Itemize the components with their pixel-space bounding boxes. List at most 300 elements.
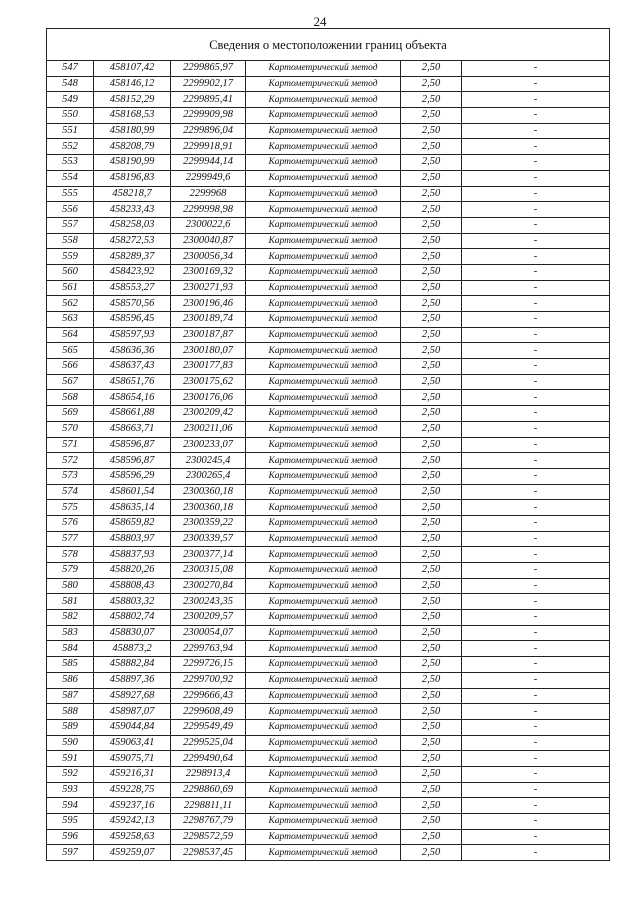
x-coordinate-cell: 458272,53 bbox=[94, 233, 171, 249]
table-row bbox=[47, 563, 609, 579]
note-cell: - bbox=[462, 61, 610, 76]
method-cell: Картометрический метод bbox=[246, 468, 401, 484]
accuracy-cell: 2,50 bbox=[401, 782, 462, 798]
y-coordinate-cell: 2300175,62 bbox=[171, 374, 246, 390]
x-coordinate-cell: 458830,07 bbox=[94, 625, 171, 641]
method-cell: Картометрический метод bbox=[246, 170, 401, 186]
accuracy-cell: 2,50 bbox=[401, 751, 462, 767]
point-number-cell: 594 bbox=[47, 798, 94, 814]
note-cell: - bbox=[462, 249, 610, 265]
note-cell: - bbox=[462, 406, 610, 422]
table-row bbox=[47, 406, 609, 422]
table-row bbox=[47, 500, 609, 516]
accuracy-cell: 2,50 bbox=[401, 468, 462, 484]
method-cell: Картометрический метод bbox=[246, 421, 401, 437]
x-coordinate-cell: 458196,83 bbox=[94, 170, 171, 186]
note-cell: - bbox=[462, 751, 610, 767]
table-row bbox=[47, 217, 609, 233]
accuracy-cell: 2,50 bbox=[401, 657, 462, 673]
point-number-cell: 597 bbox=[47, 845, 94, 860]
x-coordinate-cell: 458218,7 bbox=[94, 186, 171, 202]
method-cell: Картометрический метод bbox=[246, 798, 401, 814]
y-coordinate-cell: 2300187,87 bbox=[171, 327, 246, 343]
y-coordinate-cell: 2300180,07 bbox=[171, 343, 246, 359]
table-row bbox=[47, 202, 609, 218]
x-coordinate-cell: 458987,07 bbox=[94, 704, 171, 720]
y-coordinate-cell: 2299865,97 bbox=[171, 61, 246, 76]
y-coordinate-cell: 2300270,84 bbox=[171, 578, 246, 594]
x-coordinate-cell: 459075,71 bbox=[94, 751, 171, 767]
point-number-cell: 556 bbox=[47, 202, 94, 218]
table-row bbox=[47, 610, 609, 626]
note-cell: - bbox=[462, 186, 610, 202]
method-cell: Картометрический метод bbox=[246, 500, 401, 516]
accuracy-cell: 2,50 bbox=[401, 798, 462, 814]
y-coordinate-cell: 2300377,14 bbox=[171, 547, 246, 563]
point-number-cell: 554 bbox=[47, 170, 94, 186]
accuracy-cell: 2,50 bbox=[401, 625, 462, 641]
point-number-cell: 569 bbox=[47, 406, 94, 422]
method-cell: Картометрический метод bbox=[246, 108, 401, 124]
note-cell: - bbox=[462, 610, 610, 626]
method-cell: Картометрический метод bbox=[246, 217, 401, 233]
point-number-cell: 564 bbox=[47, 327, 94, 343]
table-row bbox=[47, 92, 609, 108]
x-coordinate-cell: 458659,82 bbox=[94, 515, 171, 531]
accuracy-cell: 2,50 bbox=[401, 61, 462, 76]
x-coordinate-cell: 458168,53 bbox=[94, 108, 171, 124]
note-cell: - bbox=[462, 547, 610, 563]
table-row bbox=[47, 233, 609, 249]
table-row bbox=[47, 578, 609, 594]
coordinates-table bbox=[47, 61, 609, 860]
x-coordinate-cell: 458596,45 bbox=[94, 312, 171, 328]
method-cell: Картометрический метод bbox=[246, 751, 401, 767]
method-cell: Картометрический метод bbox=[246, 704, 401, 720]
accuracy-cell: 2,50 bbox=[401, 641, 462, 657]
table-row bbox=[47, 798, 609, 814]
y-coordinate-cell: 2298572,59 bbox=[171, 829, 246, 845]
point-number-cell: 589 bbox=[47, 719, 94, 735]
note-cell: - bbox=[462, 76, 610, 92]
method-cell: Картометрический метод bbox=[246, 829, 401, 845]
accuracy-cell: 2,50 bbox=[401, 594, 462, 610]
table-row bbox=[47, 594, 609, 610]
table-row bbox=[47, 735, 609, 751]
x-coordinate-cell: 459044,84 bbox=[94, 719, 171, 735]
x-coordinate-cell: 458570,56 bbox=[94, 296, 171, 312]
table-row bbox=[47, 186, 609, 202]
method-cell: Картометрический метод bbox=[246, 625, 401, 641]
x-coordinate-cell: 459237,16 bbox=[94, 798, 171, 814]
accuracy-cell: 2,50 bbox=[401, 186, 462, 202]
note-cell: - bbox=[462, 421, 610, 437]
method-cell: Картометрический метод bbox=[246, 766, 401, 782]
method-cell: Картометрический метод bbox=[246, 327, 401, 343]
y-coordinate-cell: 2299525,04 bbox=[171, 735, 246, 751]
table-row bbox=[47, 531, 609, 547]
x-coordinate-cell: 459228,75 bbox=[94, 782, 171, 798]
point-number-cell: 595 bbox=[47, 814, 94, 830]
x-coordinate-cell: 458897,36 bbox=[94, 672, 171, 688]
x-coordinate-cell: 458663,71 bbox=[94, 421, 171, 437]
x-coordinate-cell: 458927,68 bbox=[94, 688, 171, 704]
accuracy-cell: 2,50 bbox=[401, 735, 462, 751]
table-row bbox=[47, 296, 609, 312]
accuracy-cell: 2,50 bbox=[401, 500, 462, 516]
point-number-cell: 560 bbox=[47, 264, 94, 280]
accuracy-cell: 2,50 bbox=[401, 531, 462, 547]
point-number-cell: 596 bbox=[47, 829, 94, 845]
x-coordinate-cell: 458146,12 bbox=[94, 76, 171, 92]
table-row bbox=[47, 108, 609, 124]
note-cell: - bbox=[462, 500, 610, 516]
accuracy-cell: 2,50 bbox=[401, 672, 462, 688]
method-cell: Картометрический метод bbox=[246, 390, 401, 406]
note-cell: - bbox=[462, 280, 610, 296]
table-row bbox=[47, 61, 609, 76]
y-coordinate-cell: 2299918,91 bbox=[171, 139, 246, 155]
y-coordinate-cell: 2299944,14 bbox=[171, 155, 246, 171]
point-number-cell: 584 bbox=[47, 641, 94, 657]
accuracy-cell: 2,50 bbox=[401, 484, 462, 500]
table-row bbox=[47, 547, 609, 563]
note-cell: - bbox=[462, 484, 610, 500]
point-number-cell: 581 bbox=[47, 594, 94, 610]
table-title: Сведения о местоположении границ объекта bbox=[47, 29, 609, 61]
note-cell: - bbox=[462, 531, 610, 547]
y-coordinate-cell: 2300209,57 bbox=[171, 610, 246, 626]
y-coordinate-cell: 2298767,79 bbox=[171, 814, 246, 830]
method-cell: Картометрический метод bbox=[246, 578, 401, 594]
y-coordinate-cell: 2300243,35 bbox=[171, 594, 246, 610]
table-row bbox=[47, 155, 609, 171]
x-coordinate-cell: 459242,13 bbox=[94, 814, 171, 830]
accuracy-cell: 2,50 bbox=[401, 217, 462, 233]
table-row bbox=[47, 343, 609, 359]
accuracy-cell: 2,50 bbox=[401, 845, 462, 860]
accuracy-cell: 2,50 bbox=[401, 688, 462, 704]
y-coordinate-cell: 2298860,69 bbox=[171, 782, 246, 798]
note-cell: - bbox=[462, 374, 610, 390]
method-cell: Картометрический метод bbox=[246, 719, 401, 735]
x-coordinate-cell: 458601,54 bbox=[94, 484, 171, 500]
method-cell: Картометрический метод bbox=[246, 92, 401, 108]
x-coordinate-cell: 458803,32 bbox=[94, 594, 171, 610]
accuracy-cell: 2,50 bbox=[401, 814, 462, 830]
accuracy-cell: 2,50 bbox=[401, 547, 462, 563]
point-number-cell: 557 bbox=[47, 217, 94, 233]
x-coordinate-cell: 458258,03 bbox=[94, 217, 171, 233]
y-coordinate-cell: 2299895,41 bbox=[171, 92, 246, 108]
method-cell: Картометрический метод bbox=[246, 186, 401, 202]
table-row bbox=[47, 751, 609, 767]
point-number-cell: 587 bbox=[47, 688, 94, 704]
note-cell: - bbox=[462, 766, 610, 782]
y-coordinate-cell: 2299968 bbox=[171, 186, 246, 202]
x-coordinate-cell: 458873,2 bbox=[94, 641, 171, 657]
method-cell: Картометрический метод bbox=[246, 531, 401, 547]
y-coordinate-cell: 2300056,34 bbox=[171, 249, 246, 265]
y-coordinate-cell: 2299909,98 bbox=[171, 108, 246, 124]
point-number-cell: 576 bbox=[47, 515, 94, 531]
table-row bbox=[47, 641, 609, 657]
point-number-cell: 563 bbox=[47, 312, 94, 328]
point-number-cell: 577 bbox=[47, 531, 94, 547]
note-cell: - bbox=[462, 437, 610, 453]
point-number-cell: 566 bbox=[47, 359, 94, 375]
y-coordinate-cell: 2300040,87 bbox=[171, 233, 246, 249]
point-number-cell: 591 bbox=[47, 751, 94, 767]
point-number-cell: 553 bbox=[47, 155, 94, 171]
x-coordinate-cell: 459063,41 bbox=[94, 735, 171, 751]
page-number: 24 bbox=[313, 14, 327, 29]
x-coordinate-cell: 458635,14 bbox=[94, 500, 171, 516]
note-cell: - bbox=[462, 578, 610, 594]
accuracy-cell: 2,50 bbox=[401, 343, 462, 359]
accuracy-cell: 2,50 bbox=[401, 766, 462, 782]
method-cell: Картометрический метод bbox=[246, 406, 401, 422]
accuracy-cell: 2,50 bbox=[401, 704, 462, 720]
accuracy-cell: 2,50 bbox=[401, 280, 462, 296]
point-number-cell: 578 bbox=[47, 547, 94, 563]
note-cell: - bbox=[462, 829, 610, 845]
y-coordinate-cell: 2300189,74 bbox=[171, 312, 246, 328]
note-cell: - bbox=[462, 641, 610, 657]
accuracy-cell: 2,50 bbox=[401, 610, 462, 626]
accuracy-cell: 2,50 bbox=[401, 453, 462, 469]
point-number-cell: 590 bbox=[47, 735, 94, 751]
accuracy-cell: 2,50 bbox=[401, 92, 462, 108]
table-row bbox=[47, 468, 609, 484]
note-cell: - bbox=[462, 704, 610, 720]
point-number-cell: 561 bbox=[47, 280, 94, 296]
method-cell: Картометрический метод bbox=[246, 688, 401, 704]
table-row bbox=[47, 280, 609, 296]
note-cell: - bbox=[462, 672, 610, 688]
y-coordinate-cell: 2300176,06 bbox=[171, 390, 246, 406]
y-coordinate-cell: 2299763,94 bbox=[171, 641, 246, 657]
table-row bbox=[47, 359, 609, 375]
y-coordinate-cell: 2299666,43 bbox=[171, 688, 246, 704]
method-cell: Картометрический метод bbox=[246, 814, 401, 830]
method-cell: Картометрический метод bbox=[246, 249, 401, 265]
point-number-cell: 551 bbox=[47, 123, 94, 139]
accuracy-cell: 2,50 bbox=[401, 249, 462, 265]
method-cell: Картометрический метод bbox=[246, 610, 401, 626]
point-number-cell: 549 bbox=[47, 92, 94, 108]
table-row bbox=[47, 484, 609, 500]
table-row bbox=[47, 829, 609, 845]
note-cell: - bbox=[462, 468, 610, 484]
table-row bbox=[47, 421, 609, 437]
note-cell: - bbox=[462, 264, 610, 280]
x-coordinate-cell: 458596,29 bbox=[94, 468, 171, 484]
point-number-cell: 547 bbox=[47, 61, 94, 76]
table-row bbox=[47, 327, 609, 343]
method-cell: Картометрический метод bbox=[246, 202, 401, 218]
accuracy-cell: 2,50 bbox=[401, 578, 462, 594]
method-cell: Картометрический метод bbox=[246, 296, 401, 312]
point-number-cell: 593 bbox=[47, 782, 94, 798]
y-coordinate-cell: 2300169,32 bbox=[171, 264, 246, 280]
point-number-cell: 567 bbox=[47, 374, 94, 390]
accuracy-cell: 2,50 bbox=[401, 108, 462, 124]
y-coordinate-cell: 2298537,45 bbox=[171, 845, 246, 860]
x-coordinate-cell: 458654,16 bbox=[94, 390, 171, 406]
accuracy-cell: 2,50 bbox=[401, 312, 462, 328]
method-cell: Картометрический метод bbox=[246, 76, 401, 92]
table-row bbox=[47, 374, 609, 390]
note-cell: - bbox=[462, 155, 610, 171]
table-row bbox=[47, 437, 609, 453]
table-row bbox=[47, 390, 609, 406]
method-cell: Картометрический метод bbox=[246, 484, 401, 500]
note-cell: - bbox=[462, 312, 610, 328]
point-number-cell: 580 bbox=[47, 578, 94, 594]
y-coordinate-cell: 2300360,18 bbox=[171, 500, 246, 516]
method-cell: Картометрический метод bbox=[246, 515, 401, 531]
x-coordinate-cell: 458180,99 bbox=[94, 123, 171, 139]
y-coordinate-cell: 2299608,49 bbox=[171, 704, 246, 720]
note-cell: - bbox=[462, 515, 610, 531]
table-row bbox=[47, 625, 609, 641]
y-coordinate-cell: 2299549,49 bbox=[171, 719, 246, 735]
y-coordinate-cell: 2298913,4 bbox=[171, 766, 246, 782]
y-coordinate-cell: 2299902,17 bbox=[171, 76, 246, 92]
x-coordinate-cell: 459216,31 bbox=[94, 766, 171, 782]
accuracy-cell: 2,50 bbox=[401, 123, 462, 139]
point-number-cell: 592 bbox=[47, 766, 94, 782]
point-number-cell: 575 bbox=[47, 500, 94, 516]
accuracy-cell: 2,50 bbox=[401, 437, 462, 453]
y-coordinate-cell: 2300359,22 bbox=[171, 515, 246, 531]
y-coordinate-cell: 2300209,42 bbox=[171, 406, 246, 422]
table-row bbox=[47, 688, 609, 704]
x-coordinate-cell: 458289,37 bbox=[94, 249, 171, 265]
method-cell: Картометрический метод bbox=[246, 374, 401, 390]
note-cell: - bbox=[462, 688, 610, 704]
point-number-cell: 571 bbox=[47, 437, 94, 453]
point-number-cell: 588 bbox=[47, 704, 94, 720]
accuracy-cell: 2,50 bbox=[401, 390, 462, 406]
x-coordinate-cell: 458636,36 bbox=[94, 343, 171, 359]
y-coordinate-cell: 2300315,08 bbox=[171, 563, 246, 579]
x-coordinate-cell: 458808,43 bbox=[94, 578, 171, 594]
note-cell: - bbox=[462, 139, 610, 155]
note-cell: - bbox=[462, 594, 610, 610]
method-cell: Картометрический метод bbox=[246, 782, 401, 798]
method-cell: Картометрический метод bbox=[246, 61, 401, 76]
table-row bbox=[47, 782, 609, 798]
accuracy-cell: 2,50 bbox=[401, 139, 462, 155]
x-coordinate-cell: 458882,84 bbox=[94, 657, 171, 673]
x-coordinate-cell: 458596,87 bbox=[94, 437, 171, 453]
y-coordinate-cell: 2300233,07 bbox=[171, 437, 246, 453]
note-cell: - bbox=[462, 108, 610, 124]
x-coordinate-cell: 458208,79 bbox=[94, 139, 171, 155]
accuracy-cell: 2,50 bbox=[401, 421, 462, 437]
y-coordinate-cell: 2299998,98 bbox=[171, 202, 246, 218]
coordinates-table-body bbox=[47, 61, 609, 860]
accuracy-cell: 2,50 bbox=[401, 264, 462, 280]
x-coordinate-cell: 458152,29 bbox=[94, 92, 171, 108]
note-cell: - bbox=[462, 735, 610, 751]
note-cell: - bbox=[462, 217, 610, 233]
point-number-cell: 582 bbox=[47, 610, 94, 626]
note-cell: - bbox=[462, 343, 610, 359]
accuracy-cell: 2,50 bbox=[401, 327, 462, 343]
table-row bbox=[47, 704, 609, 720]
accuracy-cell: 2,50 bbox=[401, 296, 462, 312]
table-row bbox=[47, 170, 609, 186]
x-coordinate-cell: 458637,43 bbox=[94, 359, 171, 375]
y-coordinate-cell: 2300211,06 bbox=[171, 421, 246, 437]
y-coordinate-cell: 2300265,4 bbox=[171, 468, 246, 484]
note-cell: - bbox=[462, 202, 610, 218]
note-cell: - bbox=[462, 359, 610, 375]
note-cell: - bbox=[533, 846, 538, 858]
point-number-cell: 572 bbox=[47, 453, 94, 469]
accuracy-cell: 2,50 bbox=[401, 563, 462, 579]
table-row bbox=[47, 719, 609, 735]
table-row bbox=[47, 312, 609, 328]
x-coordinate-cell: 459258,63 bbox=[94, 829, 171, 845]
note-cell: - bbox=[462, 814, 610, 830]
x-coordinate-cell: 458651,76 bbox=[94, 374, 171, 390]
table-row bbox=[47, 76, 609, 92]
x-coordinate-cell: 458553,27 bbox=[94, 280, 171, 296]
point-number-cell: 574 bbox=[47, 484, 94, 500]
x-coordinate-cell: 458820,26 bbox=[94, 563, 171, 579]
x-coordinate-cell: 458661,88 bbox=[94, 406, 171, 422]
accuracy-cell: 2,50 bbox=[401, 233, 462, 249]
y-coordinate-cell: 2300245,4 bbox=[171, 453, 246, 469]
x-coordinate-cell: 458596,87 bbox=[94, 453, 171, 469]
accuracy-cell: 2,50 bbox=[401, 406, 462, 422]
point-number-cell: 570 bbox=[47, 421, 94, 437]
boundary-table-frame bbox=[46, 28, 610, 861]
note-cell: - bbox=[462, 798, 610, 814]
y-coordinate-cell: 2299700,92 bbox=[171, 672, 246, 688]
note-cell: - bbox=[462, 233, 610, 249]
point-number-cell: 558 bbox=[47, 233, 94, 249]
note-cell: - bbox=[462, 625, 610, 641]
method-cell: Картометрический метод bbox=[246, 563, 401, 579]
point-number-cell: 573 bbox=[47, 468, 94, 484]
point-number-cell: 552 bbox=[47, 139, 94, 155]
note-cell: - bbox=[462, 327, 610, 343]
y-coordinate-cell: 2300271,93 bbox=[171, 280, 246, 296]
point-number-cell: 548 bbox=[47, 76, 94, 92]
method-cell: Картометрический метод bbox=[246, 735, 401, 751]
table-row bbox=[47, 845, 609, 860]
note-cell: - bbox=[462, 390, 610, 406]
table-row bbox=[47, 139, 609, 155]
point-number-cell: 559 bbox=[47, 249, 94, 265]
method-cell: Картометрический метод bbox=[246, 280, 401, 296]
x-coordinate-cell: 458190,99 bbox=[94, 155, 171, 171]
method-cell: Картометрический метод bbox=[246, 594, 401, 610]
accuracy-cell: 2,50 bbox=[401, 76, 462, 92]
method-cell: Картометрический метод bbox=[246, 657, 401, 673]
method-cell: Картометрический метод bbox=[246, 845, 401, 860]
table-row bbox=[47, 657, 609, 673]
x-coordinate-cell: 458107,42 bbox=[94, 61, 171, 76]
method-cell: Картометрический метод bbox=[246, 359, 401, 375]
method-cell: Картометрический метод bbox=[246, 312, 401, 328]
point-number-cell: 565 bbox=[47, 343, 94, 359]
